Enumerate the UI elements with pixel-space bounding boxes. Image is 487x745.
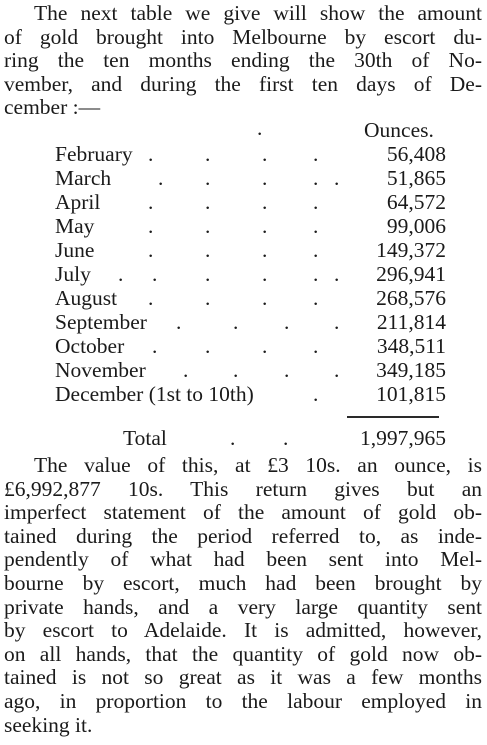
leader-dot: . <box>205 286 211 310</box>
leader-dot: . <box>205 166 211 190</box>
ounces-value: 51,865 <box>386 166 446 190</box>
closing-line: bourne by escort, much had been brought by <box>4 570 482 595</box>
ounces-value: 101,815 <box>376 382 446 406</box>
table-row <box>0 358 487 382</box>
month-label: November <box>55 358 146 382</box>
closing-line: seeking it. <box>4 712 93 737</box>
month-label: February <box>55 142 133 166</box>
ounces-value: 64,572 <box>386 190 446 214</box>
intro-line: The next table we give will show the amount <box>34 1 482 25</box>
leader-dot: . <box>283 426 289 450</box>
closing-line: pendently of what had been sent into Mel- <box>4 547 482 572</box>
month-label: October <box>55 334 125 358</box>
leader-dot: . <box>262 142 268 166</box>
leader-dot: . <box>313 214 319 238</box>
ounces-value: 349,185 <box>376 358 446 382</box>
table-row <box>0 142 487 166</box>
month-label: September <box>55 310 147 334</box>
leader-dot: . <box>152 262 158 286</box>
leader-dot: . <box>262 190 268 214</box>
leader-dot: . <box>313 190 319 214</box>
leader-dot: . <box>233 310 239 334</box>
month-label: August <box>55 286 118 310</box>
leader-dot: . <box>205 190 211 214</box>
leader-dot: . <box>262 262 268 286</box>
leader-dot: . <box>205 142 211 166</box>
leader-dot: . <box>313 238 319 262</box>
intro-line: cember :— <box>4 95 101 120</box>
leader-dot: . <box>334 358 340 382</box>
table-row <box>0 382 487 406</box>
ounces-value: 296,941 <box>376 262 446 286</box>
leader-dot: . <box>205 334 211 358</box>
leader-dot: . <box>148 286 154 310</box>
leader-dot: . <box>313 382 319 406</box>
leader-dot: . <box>334 262 340 286</box>
leader-dot: . <box>313 334 319 358</box>
ounces-value: 149,372 <box>376 238 446 262</box>
closing-paragraph <box>4 454 482 737</box>
leader-dot: . <box>176 310 182 334</box>
leader-dot: . <box>262 286 268 310</box>
intro-line: vember, and during the first ten days of De- <box>4 71 482 96</box>
month-label: May <box>55 214 95 238</box>
ounces-value: 348,511 <box>376 334 446 358</box>
leader-dot: . <box>284 310 290 334</box>
leader-dot: . <box>148 238 154 262</box>
leader-dot: . <box>262 214 268 238</box>
intro-line: of gold brought into Melbourne by escort du- <box>4 24 482 49</box>
leader-dot: . <box>313 286 319 310</box>
closing-line: ago, in proportion to the labour employed in <box>4 688 482 713</box>
leader-dot: . <box>262 166 268 190</box>
leader-dot: . <box>118 262 124 286</box>
leader-dot: . <box>313 166 319 190</box>
month-label: July <box>55 262 91 286</box>
ounces-value: 211,814 <box>376 310 446 334</box>
leader-dot: . <box>148 190 154 214</box>
closing-line: by escort to Adelaide. It is admitted, however, <box>4 618 482 643</box>
month-label: March <box>55 166 112 190</box>
month-label: April <box>55 190 101 214</box>
closing-line: imperfect statement of the amount of gold ob- <box>4 500 482 525</box>
ounces-value: 99,006 <box>386 214 446 238</box>
table-row <box>0 262 487 286</box>
total-row <box>0 426 487 450</box>
ounces-column-header: Ounces. <box>364 118 434 142</box>
closing-line: tained is not so great as it was a few months <box>4 665 482 690</box>
leader-dot: . <box>158 166 164 190</box>
closing-line: £6,992,877 10s. This return gives but an <box>4 476 482 501</box>
table-row <box>0 286 487 310</box>
leader-dot: . <box>334 166 340 190</box>
closing-line: on all hands, that the quantity of gold now ob- <box>4 641 482 666</box>
leader-dot: . <box>334 310 340 334</box>
leader-dot: . <box>262 334 268 358</box>
total-label: Total <box>123 426 167 450</box>
table-row <box>0 334 487 358</box>
leader-dot: . <box>313 262 319 286</box>
leader-dot: . <box>230 426 236 450</box>
leader-dot: . <box>262 238 268 262</box>
table-row <box>0 310 487 334</box>
total-value: 1,997,965 <box>360 426 446 450</box>
table-row <box>0 238 487 262</box>
closing-line: The value of this, at £3 10s. an ounce, is <box>34 453 482 477</box>
leader-dot: . <box>183 358 189 382</box>
intro-paragraph <box>4 2 482 120</box>
leader-dot: . <box>148 142 154 166</box>
leader-dot: . <box>233 358 239 382</box>
leader-dot: . <box>205 238 211 262</box>
month-label: June <box>55 238 95 262</box>
leader-dot: . <box>152 334 158 358</box>
total-rule <box>347 416 439 418</box>
table-row <box>0 166 487 190</box>
closing-line: private hands, and a very large quantity sent <box>4 594 482 619</box>
leader-dot: . <box>205 214 211 238</box>
leader-dot: . <box>205 262 211 286</box>
header-dot: . <box>257 116 263 140</box>
ounces-value: 268,576 <box>376 286 446 310</box>
month-label: December (1st to 10th) <box>55 382 254 406</box>
closing-line: tained during the period referred to, as inde- <box>4 523 482 548</box>
intro-line: ring the ten months ending the 30th of No- <box>4 48 482 73</box>
leader-dot: . <box>148 214 154 238</box>
table-row <box>0 214 487 238</box>
leader-dot: . <box>313 142 319 166</box>
table-row <box>0 190 487 214</box>
leader-dot: . <box>284 358 290 382</box>
ounces-value: 56,408 <box>386 142 446 166</box>
